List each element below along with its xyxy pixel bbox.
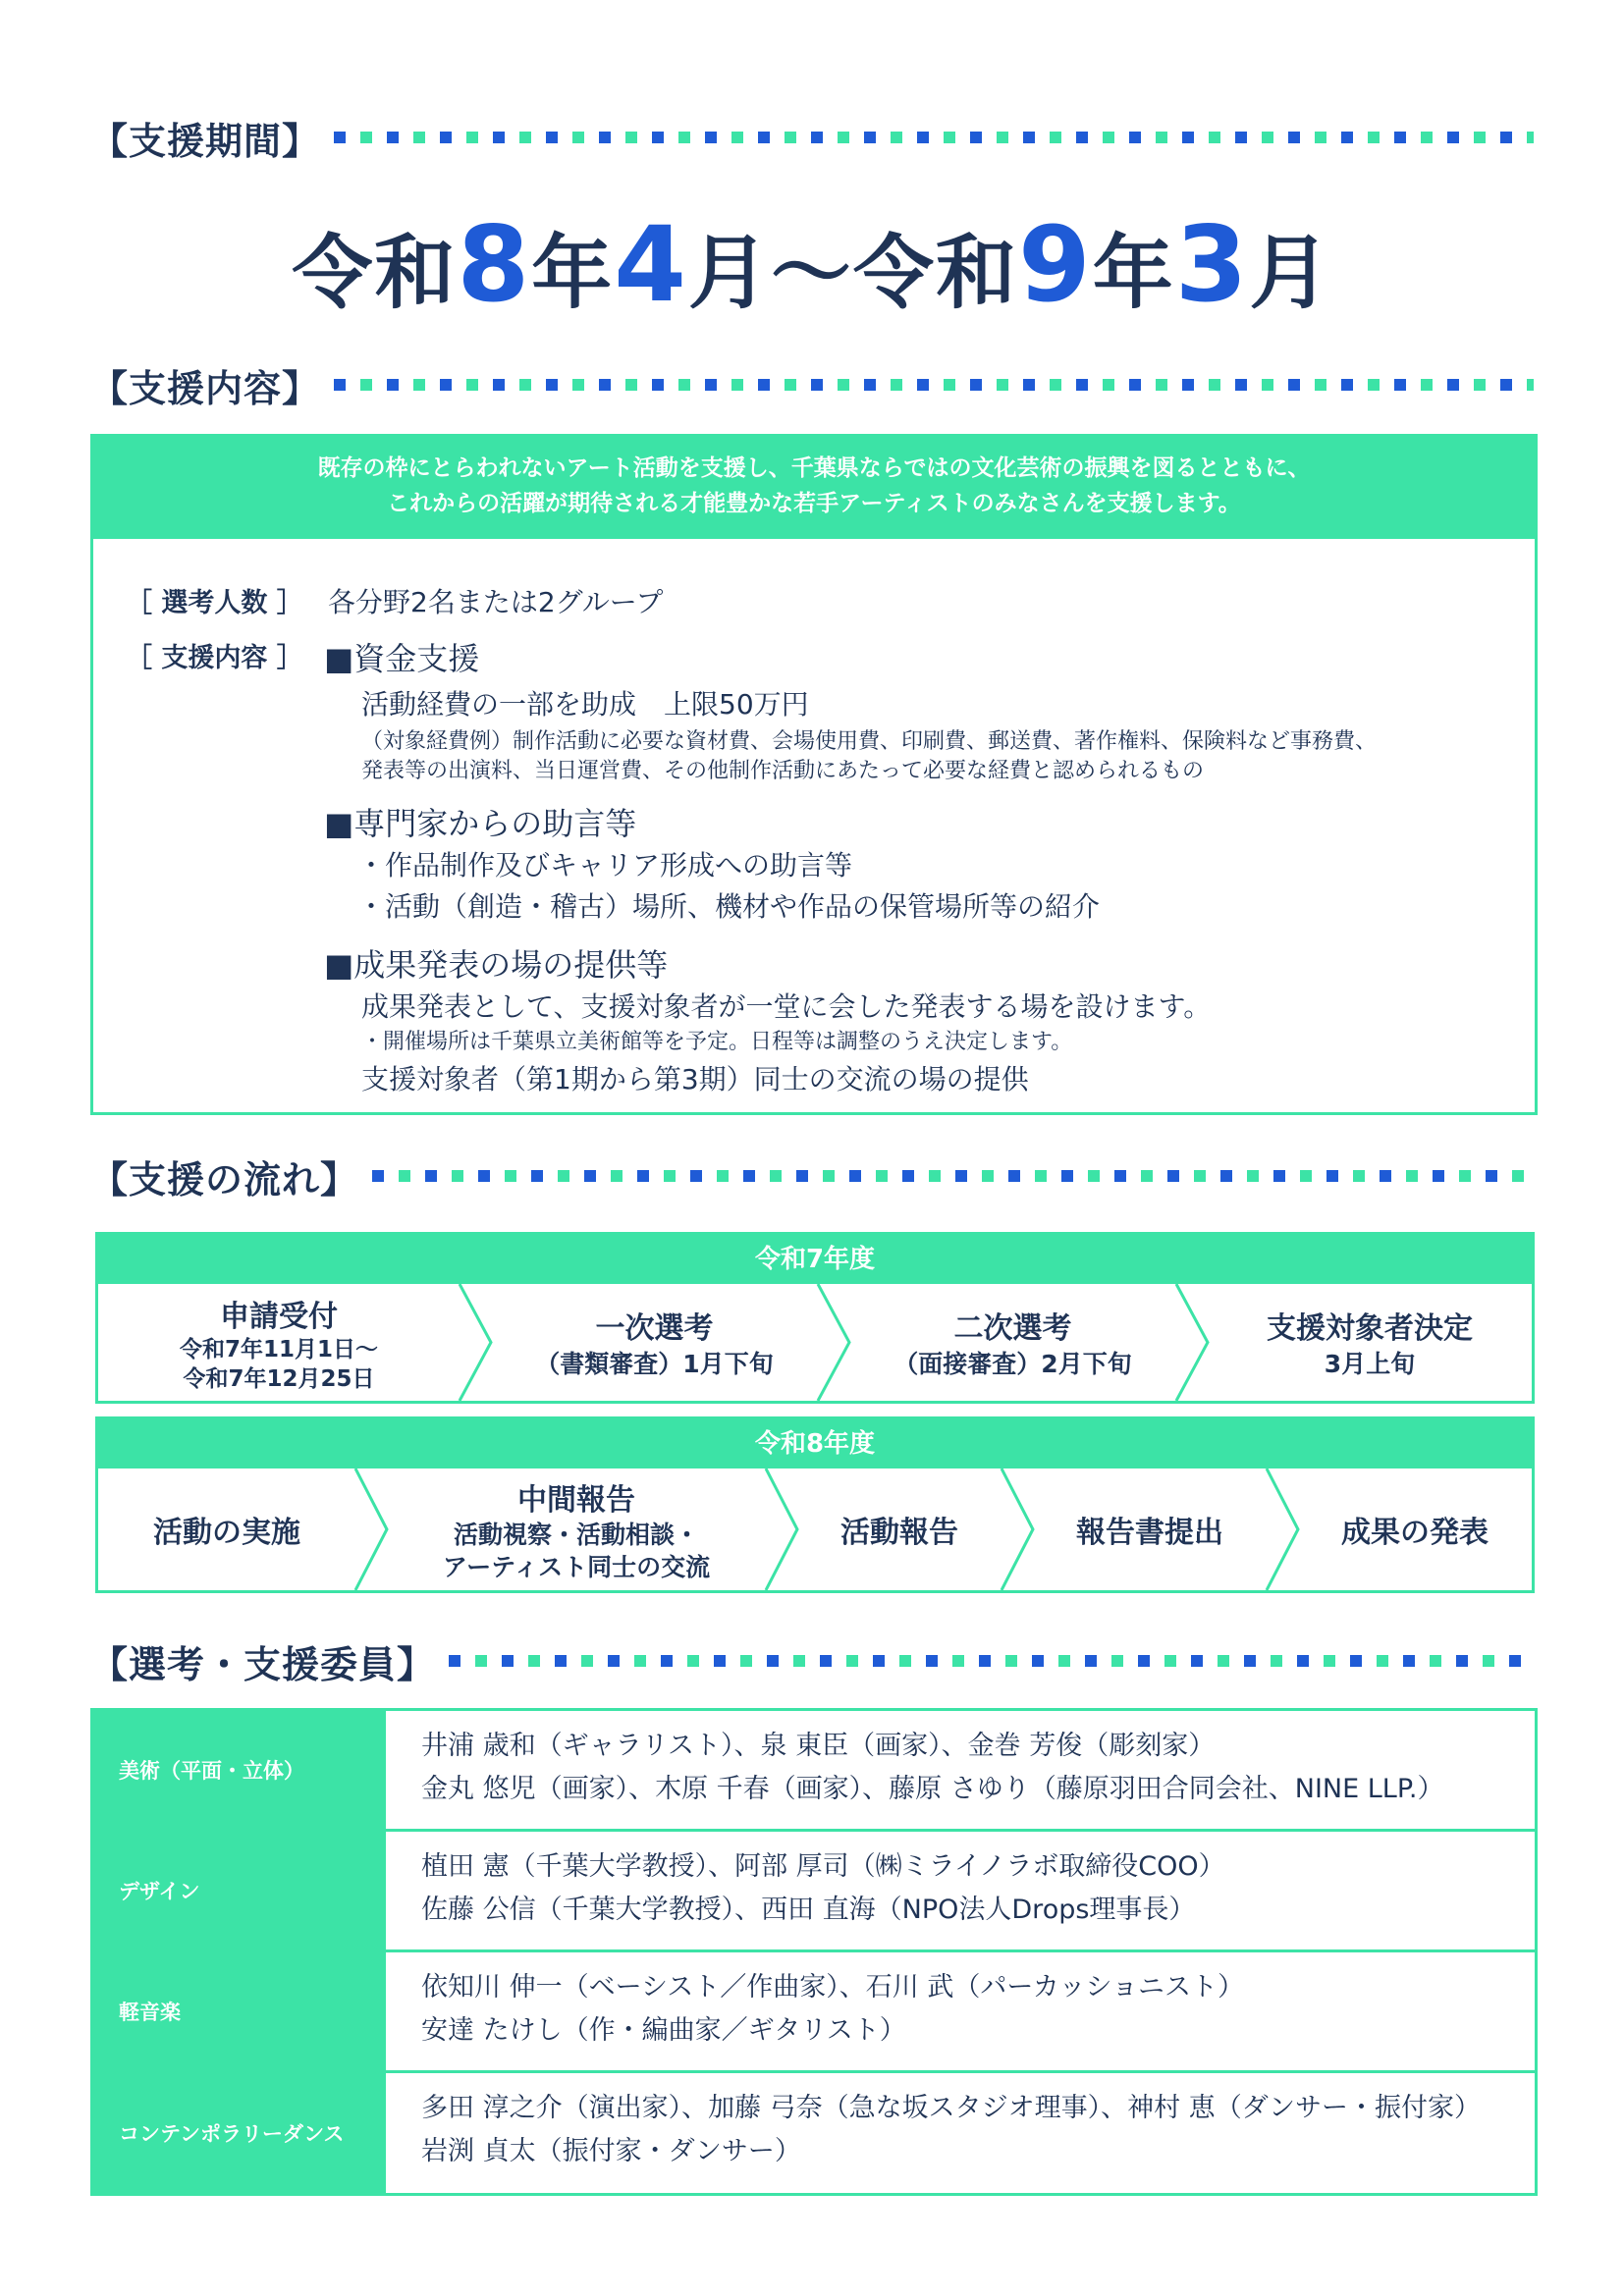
table-row — [93, 1711, 1535, 1832]
fund-line: 発表等の出演料、当日運営費、その他制作活動にあたって必要な経費と認められるもの — [361, 759, 1205, 783]
chevron-icon — [1176, 1284, 1208, 1401]
step-title: 活動の実施 — [153, 1516, 300, 1550]
flow-step — [1208, 1284, 1532, 1401]
section-header-flow — [90, 1147, 1534, 1205]
period-number: 4 — [614, 204, 688, 325]
step-sub: 活動視察・活動相談・ — [453, 1521, 699, 1549]
flow-step — [387, 1468, 766, 1590]
period-text: 年 — [1092, 227, 1175, 320]
step-title: 二次選考 — [953, 1310, 1072, 1346]
intro-line: これからの活躍が期待される才能豊かな若手アーティストのみなさんを支援します。 — [387, 491, 1241, 516]
step-sub: 令和7年12月25日 — [183, 1365, 375, 1392]
step-sub: （面接審査）2月下旬 — [893, 1349, 1132, 1378]
member-line: 多田 淳之介（演出家）、加藤 弓奈（急な坂スタジオ理事）、神村 恵（ダンサー・振付家） — [421, 2093, 1482, 2123]
present-line: 成果発表として、支援対象者が一堂に会した発表する場を設けます。 — [361, 990, 1212, 1023]
flow-steps — [98, 1284, 1532, 1401]
step-title: 支援対象者決定 — [1267, 1310, 1473, 1346]
step-title: 申請受付 — [220, 1299, 338, 1334]
field-name: コンテンポラリーダンス — [93, 2073, 386, 2193]
flow-year-label: 令和8年度 — [98, 1419, 1532, 1468]
members — [386, 2073, 1535, 2193]
fund-title: ■資金支援 — [324, 640, 480, 677]
period-number: 3 — [1174, 204, 1250, 325]
member-line: 金丸 悠児（画家）、木原 千春（画家）、藤原 さゆり（藤原羽田合同会社、NINE LLP.） — [421, 1774, 1444, 1804]
step-title: 成果の発表 — [1341, 1516, 1489, 1550]
section-title: 【支援内容】 — [90, 366, 321, 410]
table-row — [93, 1952, 1535, 2073]
dotted-divider — [372, 1170, 1534, 1182]
support-label: ［ 支援内容 ］ — [126, 643, 303, 673]
period-text: 年 — [531, 227, 615, 320]
present-title: ■成果発表の場の提供等 — [324, 946, 669, 984]
present-line: ・開催場所は千葉県立美術館等を予定。日程等は調整のうえ決定します。 — [361, 1030, 1073, 1054]
field-name: デザイン — [93, 1832, 386, 1949]
step-sub: 令和7年11月1日〜 — [179, 1336, 378, 1362]
step-sub: （書類審査）1月下旬 — [535, 1349, 774, 1378]
members — [386, 1832, 1535, 1949]
advice-line: ・活動（創造・稽古）場所、機材や作品の保管場所等の紹介 — [357, 890, 1101, 923]
member-line: 依知川 伸一（ベーシスト／作曲家）、石川 武（パーカッショニスト） — [421, 1972, 1244, 2002]
chevron-icon — [1001, 1468, 1033, 1590]
advice-title: ■専門家からの助言等 — [324, 805, 637, 842]
flow-step — [849, 1284, 1176, 1401]
period-number: 9 — [1018, 204, 1093, 325]
committee-table — [90, 1708, 1538, 2196]
present-line: 支援対象者（第1期から第3期）同士の交流の場の提供 — [361, 1063, 1029, 1095]
section-header-committee — [90, 1631, 1534, 1690]
intro-banner — [93, 437, 1535, 539]
section-header-period — [90, 108, 1534, 167]
chevron-icon — [766, 1468, 797, 1590]
period-text: 月 — [1249, 227, 1332, 320]
fund-line: 活動経費の一部を助成 上限50万円 — [361, 688, 809, 721]
section-title: 【支援期間】 — [90, 119, 321, 163]
chevron-icon — [818, 1284, 849, 1401]
member-line: 安達 たけし（作・編曲家／ギタリスト） — [421, 2015, 906, 2046]
step-sub: アーティスト同士の交流 — [442, 1553, 711, 1581]
flow-year-1 — [95, 1232, 1535, 1404]
selection-label: ［ 選考人数 ］ — [126, 588, 303, 618]
period-number: 8 — [457, 204, 532, 325]
members — [386, 1711, 1535, 1829]
chevron-icon — [460, 1284, 491, 1401]
flow-step — [1033, 1468, 1267, 1590]
flow-step — [1298, 1468, 1532, 1590]
chevron-icon — [1267, 1468, 1298, 1590]
step-title: 活動報告 — [840, 1516, 958, 1550]
section-title: 【選考・支援委員】 — [90, 1642, 436, 1686]
dotted-divider — [449, 1655, 1534, 1667]
chevron-icon — [355, 1468, 387, 1590]
flow-step — [98, 1468, 355, 1590]
selection-value: 各分野2名または2グループ — [328, 586, 664, 618]
flow-step — [797, 1468, 1001, 1590]
member-line: 植田 憲（千葉大学教授）、阿部 厚司（㈱ミライノラボ取締役COO） — [421, 1851, 1225, 1882]
flow-steps — [98, 1468, 1532, 1590]
dotted-divider — [334, 132, 1534, 143]
intro-line: 既存の枠にとらわれないアート活動を支援し、千葉県ならではの文化芸術の振興を図るとともに、 — [317, 455, 1311, 481]
step-title: 報告書提出 — [1076, 1516, 1223, 1550]
step-title: 一次選考 — [595, 1310, 714, 1346]
period-text: 令和 — [292, 227, 458, 320]
flow-year-2 — [95, 1416, 1535, 1593]
field-name: 美術（平面・立体） — [93, 1711, 386, 1829]
flow-step — [491, 1284, 818, 1401]
section-title: 【支援の流れ】 — [90, 1157, 359, 1201]
flow-step — [98, 1284, 460, 1401]
dotted-divider — [334, 379, 1534, 391]
period-text: 月〜令和 — [687, 227, 1018, 320]
field-name: 軽音楽 — [93, 1952, 386, 2070]
member-line: 岩渕 貞太（振付家・ダンサー） — [421, 2136, 801, 2166]
step-sub: 3月上旬 — [1324, 1349, 1416, 1378]
member-line: 井浦 歳和（ギャラリスト）、泉 東臣（画家）、金巻 芳俊（彫刻家） — [421, 1731, 1216, 1761]
step-title: 中間報告 — [517, 1483, 635, 1518]
members — [386, 1952, 1535, 2070]
flow-year-label: 令和7年度 — [98, 1235, 1532, 1284]
fund-line: （対象経費例）制作活動に必要な資材費、会場使用費、印刷費、郵送費、著作権料、保険料など事務費、 — [361, 729, 1378, 754]
support-period — [0, 204, 1624, 325]
member-line: 佐藤 公信（千葉大学教授）、西田 直海（NPO法人Drops理事長） — [421, 1895, 1196, 1925]
table-row — [93, 1832, 1535, 1952]
table-row — [93, 2073, 1535, 2193]
advice-line: ・作品制作及びキャリア形成への助言等 — [357, 849, 853, 881]
section-header-content — [90, 355, 1534, 414]
